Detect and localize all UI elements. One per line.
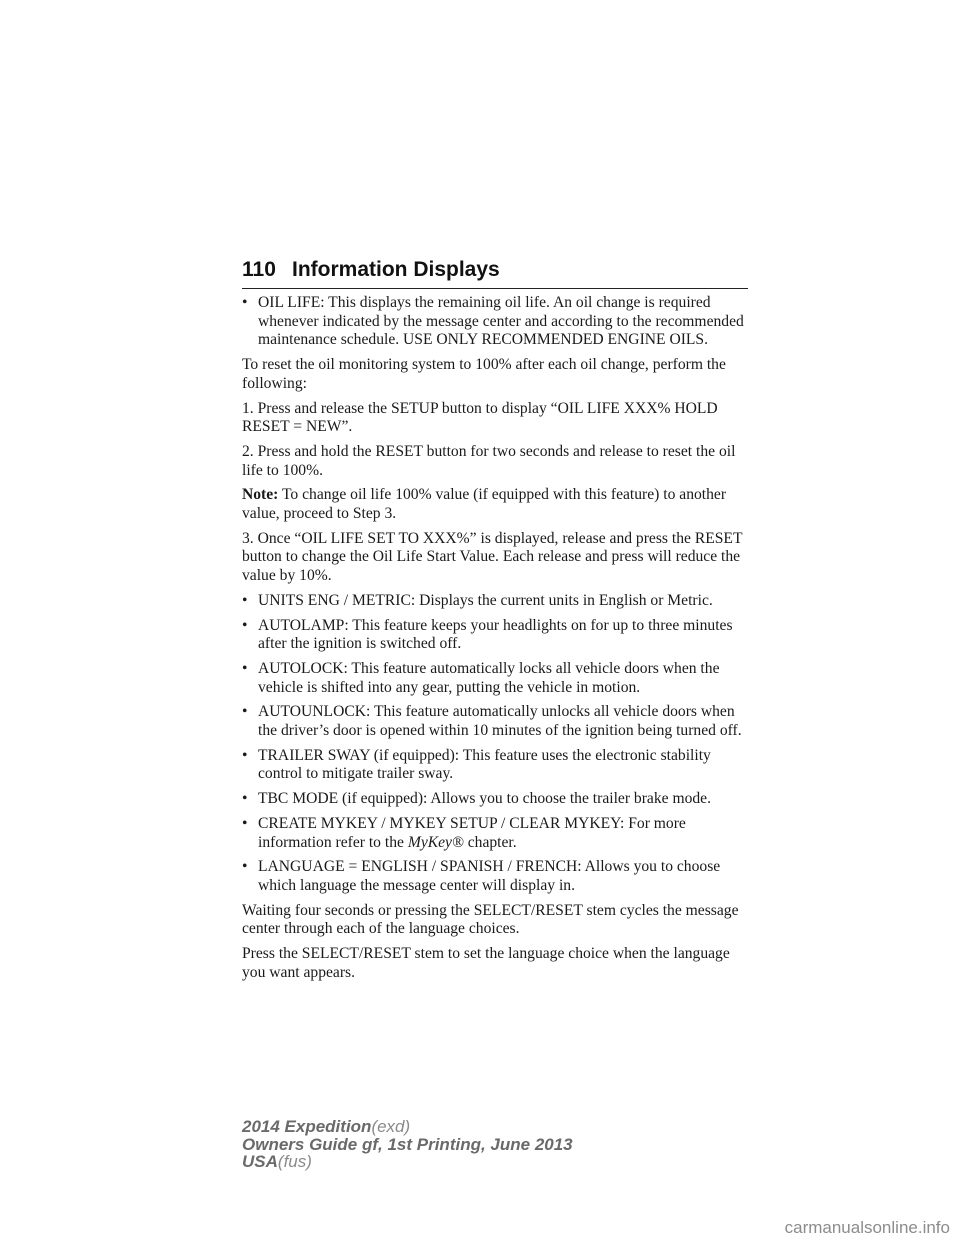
bullet-text: OIL LIFE: This displays the remaining oil life. An oil change is required whenever indicated by the message center and according to the recommended maintenance schedule. USE ONLY RECOMMENDED ENGINE OILS.: [258, 294, 744, 349]
watermark: carmanualsonline.info: [784, 1218, 950, 1237]
bullet-autolock: [242, 660, 752, 697]
bullet-autounlock: [242, 703, 752, 740]
step-3: 3. Once “OIL LIFE SET TO XXX%” is displayed, release and press the RESET button to change the Oil Life Start Value. Each release and press will reduce the value by 10%.: [242, 529, 743, 585]
page-number: 110: [242, 258, 276, 281]
note: [242, 486, 752, 523]
step-2: 2. Press and hold the RESET button for two seconds and release to reset the oil life to 100%.: [242, 442, 736, 479]
step-1: 1. Press and release the SETUP button to display “OIL LIFE XXX% HOLD RESET = NEW”.: [242, 399, 718, 436]
note-label: Note:: [242, 486, 279, 504]
paragraph-press: Press the SELECT/RESET stem to set the language choice when the language you want appears.: [242, 945, 730, 981]
bullet-text: [258, 815, 686, 851]
bullet-text: AUTOLOCK: This feature automatically locks all vehicle doors when the vehicle is shifted into any gear, putting the vehicle in motion.: [258, 659, 720, 696]
bullet-units: [242, 592, 752, 611]
footer-line-3: [242, 1153, 573, 1171]
bullet-language: [242, 858, 752, 895]
bullet-dot: •: [242, 746, 248, 764]
mykey-suffix: chapter.: [463, 833, 517, 851]
footer-line-2: Owners Guide gf, 1st Printing, June 2013: [242, 1134, 573, 1154]
bullet-text: TBC MODE (if equipped): Allows you to choose the trailer brake mode.: [258, 790, 711, 808]
bullet-mykey: [242, 815, 752, 852]
mykey-chapter-link[interactable]: MyKey®: [407, 833, 464, 851]
bullet-dot: •: [242, 858, 248, 876]
page-footer: [242, 1118, 573, 1171]
bullet-dot: •: [242, 790, 248, 808]
footer-line-1: [242, 1118, 573, 1136]
bullet-text: UNITS ENG / METRIC: Displays the current units in English or Metric.: [258, 591, 713, 609]
paragraph-reset-intro: To reset the oil monitoring system to 100% after each oil change, perform the following:: [242, 356, 726, 392]
bullet-autolamp: [242, 617, 752, 654]
mykey-prefix: CREATE MYKEY / MYKEY SETUP / CLEAR MYKEY: For more information refer to the: [258, 814, 686, 851]
note-text: To change oil life 100% value (if equipped with this feature) to another value, proceed to Step 3.: [242, 486, 727, 523]
bullet-dot: •: [242, 616, 248, 634]
footer-region-code: (fus): [277, 1152, 312, 1171]
page-content: [242, 294, 752, 989]
page-title: Information Displays: [292, 258, 500, 281]
paragraph-waiting: Waiting four seconds or pressing the SELECT/RESET stem cycles the message center through each of the language choices.: [242, 901, 739, 938]
bullet-text: AUTOLAMP: This feature keeps your headlights on for up to three minutes after the ignition is switched off.: [258, 616, 733, 653]
footer-region: USA: [242, 1152, 278, 1171]
footer-model: 2014 Expedition: [242, 1117, 372, 1136]
footer-model-code: (exd): [371, 1117, 411, 1136]
bullet-tbc-mode: [242, 790, 752, 809]
page-header: [242, 258, 748, 289]
bullet-text: TRAILER SWAY (if equipped): This feature uses the electronic stability control to mitigate trailer sway.: [258, 746, 711, 783]
bullet-dot: •: [242, 814, 248, 832]
bullet-text: LANGUAGE = ENGLISH / SPANISH / FRENCH: Allows you to choose which language the message center will display in.: [258, 858, 721, 894]
bullet-oil-life: [242, 294, 752, 350]
bullet-trailer-sway: [242, 747, 752, 784]
bullet-dot: •: [242, 703, 248, 721]
bullet-dot: •: [242, 659, 248, 677]
bullet-dot: •: [242, 591, 248, 609]
bullet-dot: •: [242, 294, 248, 311]
bullet-text: AUTOUNLOCK: This feature automatically unlocks all vehicle doors when the driver’s door is opened within 10 minutes of the ignition being turned off.: [258, 703, 742, 740]
